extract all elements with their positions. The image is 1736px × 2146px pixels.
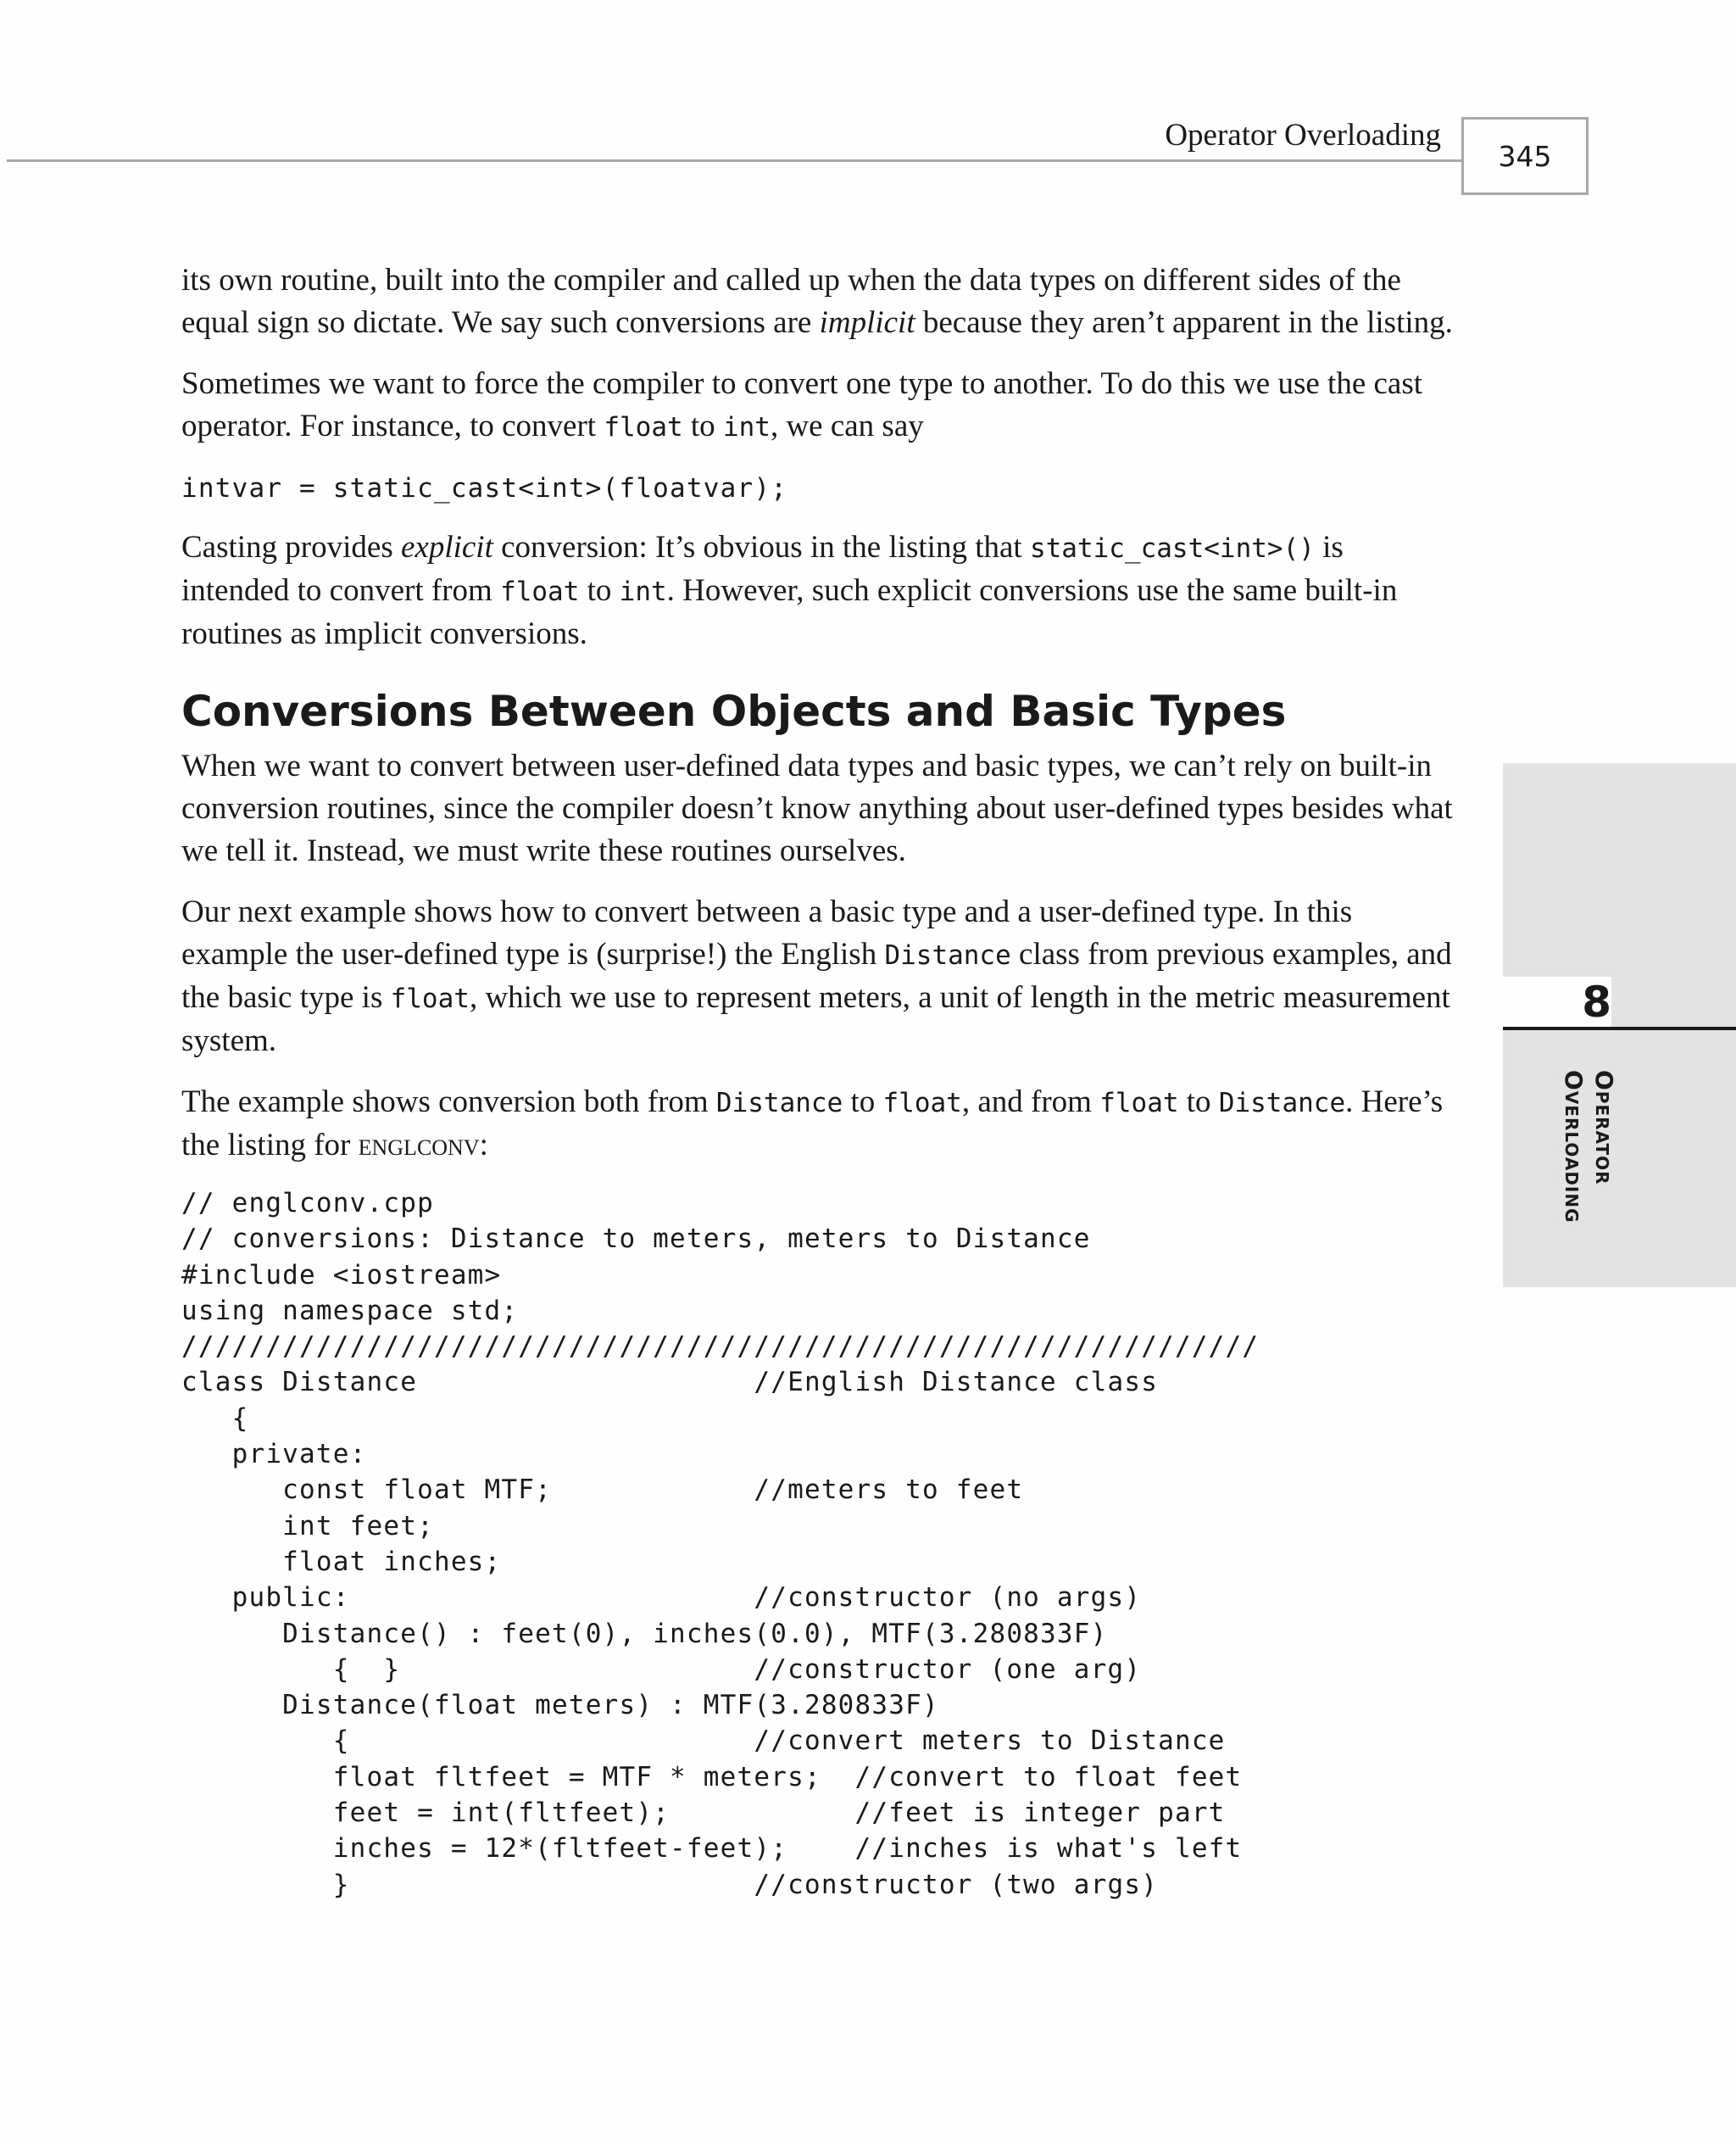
inline-code: Distance bbox=[1218, 1088, 1346, 1118]
section-heading: Conversions Between Objects and Basic Types bbox=[181, 687, 1287, 736]
paragraph-cast bbox=[181, 363, 1453, 449]
text-run: , which we use to represent meters, a unit of length in the metric measurement system. bbox=[181, 980, 1450, 1058]
text-run: because they aren’t apparent in the listing. bbox=[915, 305, 1453, 340]
header-rule bbox=[7, 159, 1461, 162]
inline-code: float bbox=[500, 577, 580, 607]
program-name: englconv bbox=[358, 1128, 480, 1162]
chapter-tab-label bbox=[1558, 1070, 1619, 1223]
page-number: 345 bbox=[1461, 117, 1589, 195]
inline-code: float bbox=[1099, 1088, 1179, 1118]
text-run: class from previous examples, and the basic type is bbox=[181, 937, 1452, 1015]
inline-code: Distance bbox=[715, 1088, 843, 1118]
text-run: to bbox=[843, 1084, 883, 1119]
text-run: Sometimes we want to force the compiler to convert one type to another. To do this we use the cast operator. For instance, to convert bbox=[181, 366, 1423, 443]
text-run: its own routine, built into the compiler and called up when the data types on different sides of the equal sign so dictate. We say such conversions are bbox=[181, 263, 1401, 340]
text-run: The example shows conversion both from bbox=[181, 1084, 716, 1119]
chapter-tab-rule bbox=[1503, 1027, 1736, 1030]
text-run: to bbox=[579, 573, 620, 608]
text-run: Our next example shows how to convert between a basic type and a user-defined type. In this example the user-defined type is (surprise!) the English bbox=[181, 895, 1353, 972]
paragraph-explicit bbox=[181, 527, 1453, 655]
text-run: Casting provides bbox=[181, 530, 401, 565]
chapter-number: 8 bbox=[1503, 977, 1611, 1028]
emphasis-explicit: explicit bbox=[400, 530, 493, 565]
chapter-tab-label-line2: Overloading bbox=[1560, 1070, 1588, 1223]
text-run: is intended to convert from bbox=[181, 530, 1344, 608]
inline-code: int bbox=[722, 412, 771, 443]
inline-code: int bbox=[619, 577, 667, 607]
text-run: , and from bbox=[961, 1084, 1100, 1119]
page-body bbox=[181, 259, 1453, 1903]
text-run: . However, such explicit conversions use the same built-in routines as implicit conversions. bbox=[181, 573, 1398, 651]
running-head: Operator Overloading bbox=[1165, 118, 1441, 153]
paragraph-listing-intro bbox=[181, 1081, 1453, 1167]
chapter-tab-label-line1: Operator bbox=[1590, 1070, 1618, 1185]
inline-code: static_cast<int>() bbox=[1029, 533, 1315, 564]
inline-code: float bbox=[882, 1088, 962, 1118]
inline-code: float bbox=[390, 984, 470, 1014]
text-run: to bbox=[682, 409, 723, 443]
inline-code: float bbox=[604, 412, 683, 443]
paragraph-implicit bbox=[181, 259, 1453, 344]
text-run: : bbox=[479, 1128, 488, 1162]
text-run: conversion: It’s obvious in the listing that bbox=[492, 530, 1030, 565]
code-listing: // englconv.cpp // conversions: Distance to meters, meters to Distance #include <iostream> using namespace std; //////////////////////////////////////////////////////////////// class Distance //English Distance class { private: const float MTF; //meters to feet int feet; float inches; public: //constructor (no args) Distance() : feet(0), inches(0.0), MTF(3.280833F) { } //constructor (one arg) Distance(float meters) : MTF(3.280833F) { //convert meters to Distance float fltfeet = MTF * meters; //convert to float feet feet = int(fltfeet); //feet is integer part inches = 12*(fltfeet-feet); //inches is what's left } //constructor (two args) bbox=[181, 1188, 1260, 1900]
text-run: to bbox=[1178, 1084, 1219, 1119]
text-run: . Here’s the listing for bbox=[181, 1084, 1444, 1162]
emphasis-implicit: implicit bbox=[819, 305, 915, 340]
code-example: intvar = static_cast<int>(floatvar); bbox=[181, 473, 788, 504]
paragraph-next-example bbox=[181, 891, 1453, 1062]
text-run: , we can say bbox=[770, 409, 924, 443]
paragraph-user-defined: When we want to convert between user-defined data types and basic types, we can’t rely on built-in conversion routines, since the compiler doesn’t know anything about user-defined types besides what we tell it. Instead, we must write these routines ourselves. bbox=[181, 749, 1453, 868]
inline-code: Distance bbox=[884, 940, 1011, 971]
